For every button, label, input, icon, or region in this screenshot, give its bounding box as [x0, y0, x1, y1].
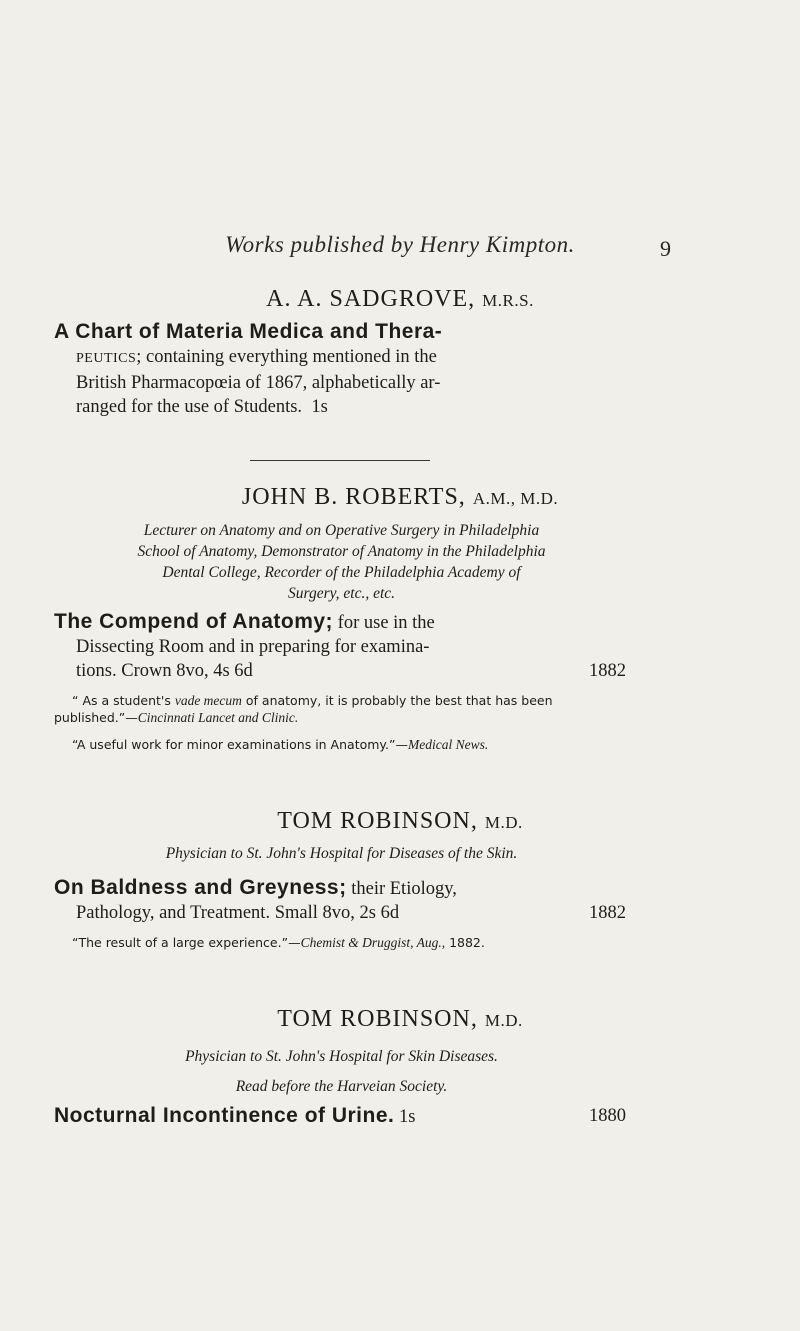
- affiliation-line: Surgery, etc., etc.: [287, 585, 396, 602]
- author-name: JOHN B. ROBERTS,: [241, 484, 466, 510]
- author-heading-roberts: [0, 484, 800, 511]
- affiliation-line: Lecturer on Anatomy and on Operative Surgery in Philadelphia: [143, 522, 540, 539]
- book-title: On Baldness and Greyness;: [54, 876, 347, 899]
- book-price: 1s: [399, 1107, 416, 1127]
- book-title: A Chart of Materia Medica and Thera-: [54, 320, 443, 343]
- book-title-continued: PEUTICS: [76, 351, 137, 366]
- book-price: 1s: [311, 397, 328, 417]
- book-description-line: British Pharmacopœia of 1867, alphabetically ar-: [76, 373, 441, 393]
- book-title: Nocturnal Incontinence of Urine.: [54, 1104, 395, 1127]
- quote-emphasis: vade mecum: [174, 693, 242, 708]
- author-name: A. A. SADGROVE,: [266, 286, 476, 312]
- author-name: TOM ROBINSON,: [277, 808, 478, 834]
- book-entry-materia-medica: [54, 320, 624, 419]
- author-credentials: M.R.S.: [482, 291, 534, 310]
- review-quote: [54, 692, 629, 726]
- section-divider: [250, 460, 430, 461]
- book-description-line: their Etiology,: [351, 879, 457, 899]
- running-head: Works published by Henry Kimpton.: [225, 232, 575, 257]
- quote-text: “A useful work for minor examinations in Anatomy.”—: [72, 737, 408, 752]
- quote-text: of anatomy, it is probably the best that has been published.”—: [54, 693, 553, 725]
- book-entry-nocturnal-incontinence: [54, 1104, 624, 1129]
- publication-year: 1880: [589, 1106, 626, 1126]
- book-description-line: ranged for the use of Students.: [76, 397, 303, 417]
- book-entry-baldness: [54, 876, 624, 925]
- book-entry-compend-anatomy: [54, 610, 624, 683]
- author-affiliation: [54, 520, 629, 604]
- author-credentials: M.D.: [484, 813, 523, 832]
- book-description-line: ; containing everything mentioned in the: [136, 347, 437, 367]
- author-credentials: A.M., M.D.: [472, 489, 559, 508]
- affiliation-line: Read before the Harveian Society.: [235, 1078, 448, 1095]
- author-name: TOM ROBINSON,: [277, 1006, 478, 1032]
- quote-text: “The result of a large experience.”—: [72, 935, 301, 950]
- affiliation-line: Dental College, Recorder of the Philadelphia Academy of: [162, 564, 521, 581]
- book-description-line: Pathology, and Treatment. Small 8vo, 2s 6d: [76, 903, 400, 923]
- quote-source: Cincinnati Lancet and Clinic.: [137, 710, 299, 725]
- quote-text: “ As a student's: [72, 693, 175, 708]
- affiliation-line: Physician to St. John's Hospital for Diseases of the Skin.: [165, 845, 518, 862]
- affiliation-line: School of Anatomy, Demonstrator of Anatomy in the Philadelphia: [137, 543, 546, 560]
- author-heading-robinson-2: [0, 1006, 800, 1033]
- publication-year: 1882: [589, 661, 626, 681]
- quote-year: 1882.: [449, 935, 485, 950]
- review-quote: [54, 736, 629, 753]
- quote-source: Medical News.: [407, 737, 489, 752]
- book-title: The Compend of Anatomy;: [54, 610, 334, 633]
- page-number: 9: [660, 236, 671, 261]
- book-description-line: tions. Crown 8vo, 4s 6d: [76, 661, 253, 681]
- affiliation-line: Physician to St. John's Hospital for Skin Diseases.: [185, 1048, 498, 1065]
- author-affiliation: [54, 843, 629, 864]
- quote-source: Chemist & Druggist, Aug.,: [300, 935, 446, 950]
- publication-year: 1882: [589, 903, 626, 923]
- book-description-line: for use in the: [337, 613, 435, 633]
- author-heading-robinson: [0, 808, 800, 835]
- author-credentials: M.D.: [484, 1011, 523, 1030]
- book-description-line: Dissecting Room and in preparing for examina-: [76, 637, 430, 657]
- author-affiliation: [54, 1042, 629, 1102]
- review-quote: [54, 934, 629, 951]
- author-heading-sadgrove: [0, 286, 800, 313]
